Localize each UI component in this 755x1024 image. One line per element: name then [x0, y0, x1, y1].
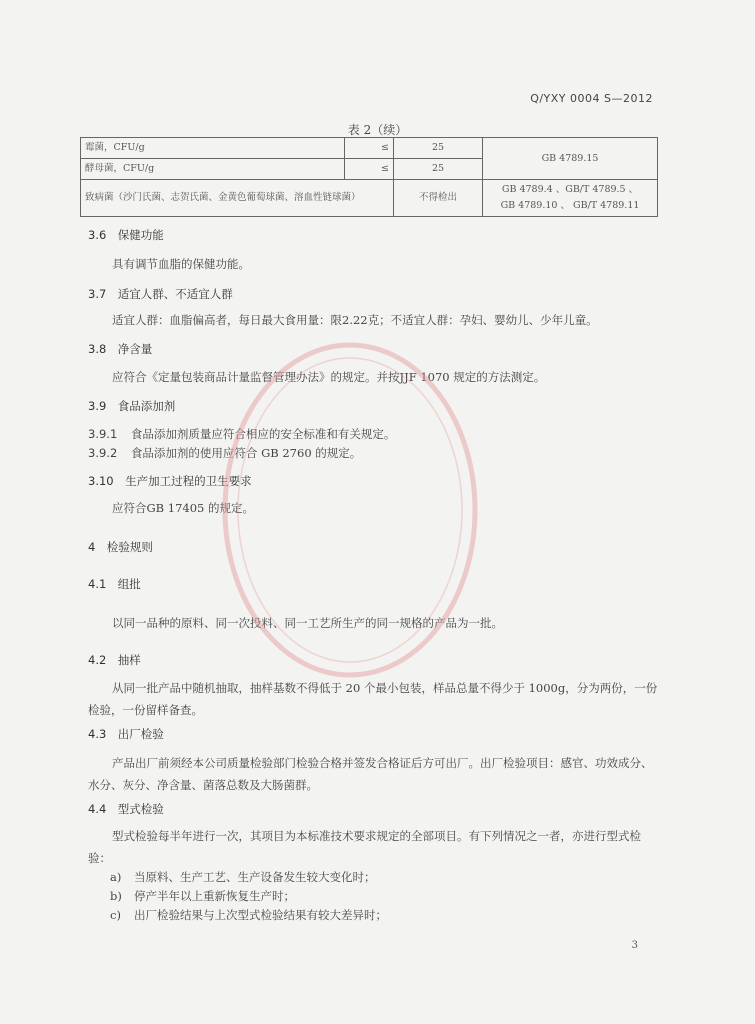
item-name: 酵母菌，CFU/g [81, 159, 345, 180]
table-row [81, 138, 658, 159]
method-line: GB 4789.4 、GB/T 4789.5 、 [501, 184, 639, 195]
document-code: Q/YXY 0004 S—2012 [530, 92, 653, 105]
item-operator: ≤ [345, 159, 394, 180]
subclause [88, 426, 395, 442]
page-number: 3 [631, 940, 638, 951]
subclause [88, 445, 361, 461]
section-heading: 3.9 食品添加剂 [88, 399, 176, 413]
paragraph: 应符合《定量包装商品计量监督管理办法》的规定。并按JJF 1070 规定的方法测定。 [112, 370, 546, 384]
list-marker: a) [110, 870, 122, 884]
item-value: 25 [394, 159, 483, 180]
item-value: 25 [394, 138, 483, 159]
paragraph: 应符合GB 17405 的规定。 [112, 501, 255, 515]
section-heading: 4 检验规则 [88, 540, 153, 554]
section-heading: 4.3 出厂检验 [88, 727, 164, 741]
list-item [110, 907, 387, 923]
list-item [110, 869, 376, 885]
paragraph: 以同一品种的原料、同一次投料、同一工艺所生产的同一规格的产品为一批。 [112, 616, 503, 630]
subclause-text: 食品添加剂的使用应符合 GB 2760 的规定。 [130, 446, 362, 460]
list-item [110, 888, 295, 904]
list-text: 出厂检验结果与上次型式检验结果有较大差异时； [134, 908, 387, 922]
list-marker: b) [110, 889, 122, 903]
paragraph: 适宜人群：血脂偏高者，每日最大食用量：限2.22克；不适宜人群：孕妇、婴幼儿、少年儿童。 [112, 313, 598, 327]
section-heading: 3.7 适宜人群、不适宜人群 [88, 287, 233, 301]
item-name: 致病菌（沙门氏菌、志贺氏菌、金黄色葡萄球菌、溶血性链球菌） [81, 180, 394, 217]
item-method [483, 180, 658, 217]
list-marker: c) [110, 908, 121, 922]
paragraph: 具有调节血脂的保健功能。 [112, 257, 250, 271]
item-name: 霉菌，CFU/g [81, 138, 345, 159]
section-heading: 3.8 净含量 [88, 342, 153, 356]
item-method: GB 4789.15 [483, 138, 658, 180]
subclause-text: 食品添加剂质量应符合相应的安全标准和有关规定。 [130, 427, 396, 441]
paragraph: 从同一批产品中随机抽取，抽样基数不得低于 20 个最小包装，样品总量不得少于 1000g，分为两份，一份检验，一份留样备查。 [88, 681, 658, 717]
section-heading: 3.10 生产加工过程的卫生要求 [88, 474, 252, 488]
paragraph: 产品出厂前须经本公司质量检验部门检验合格并签发合格证后方可出厂。出厂检验项目：感官、功效成分、水分、灰分、净含量、菌落总数及大肠菌群。 [88, 756, 653, 792]
section-heading: 4.4 型式检验 [88, 802, 164, 816]
list-text: 停产半年以上重新恢复生产时； [134, 889, 295, 903]
list-text: 当原料、生产工艺、生产设备发生较大变化时； [134, 870, 376, 884]
method-line: GB 4789.10 、 GB/T 4789.11 [500, 200, 640, 211]
paragraph: 型式检验每半年进行一次，其项目为本标准技术要求规定的全部项目。有下列情况之一者，亦进行型式检验： [88, 829, 641, 865]
table-caption: 表 2（续） [347, 123, 408, 137]
section-heading: 4.2 抽样 [88, 653, 141, 667]
item-operator: ≤ [345, 138, 394, 159]
subclause-number: 3.9.1 [88, 427, 118, 441]
table-row [81, 180, 658, 217]
item-value: 不得检出 [394, 180, 483, 217]
microbiology-table [80, 137, 658, 217]
subclause-number: 3.9.2 [88, 446, 118, 460]
section-heading: 3.6 保健功能 [88, 228, 164, 242]
section-heading: 4.1 组批 [88, 577, 141, 591]
